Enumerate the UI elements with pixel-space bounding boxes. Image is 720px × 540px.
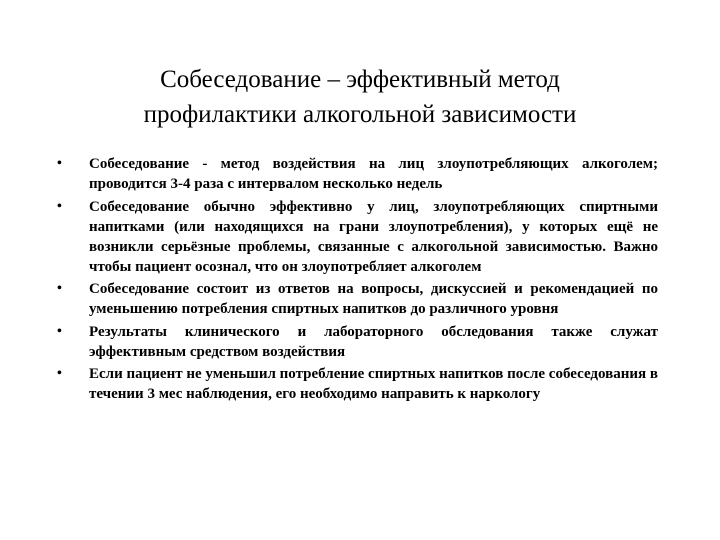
bullet-list — [54, 154, 658, 407]
bullet-marker: • — [57, 281, 62, 296]
slide-title-line-1: Собеседование – эффективный метод — [160, 66, 560, 93]
bullet-item — [54, 279, 658, 319]
bullet-text: Если пациент не уменьшил потребление спиртных напитков после собеседования в течении 3 мес наблюдения, его необходимо направить к наркологу — [89, 366, 658, 402]
bullet-text: Собеседование состоит из ответов на вопросы, дискуссией и рекомендацией по уменьшению потребления спиртных напитков до различного уровня — [89, 281, 658, 317]
bullet-marker: • — [57, 156, 62, 171]
bullet-text: Собеседование обычно эффективно у лиц, злоупотребляющих спиртными напитками (или находящихся на грани злоупотребления), у которых ещё не возникли серьёзные проблемы, связанные с алкогольной зависимостью. Важно чтобы пациент осознал, что он злоупотребляет алкоголем — [89, 198, 658, 275]
bullet-marker: • — [57, 198, 62, 214]
bullet-marker: • — [57, 366, 62, 381]
bullet-item — [54, 364, 658, 404]
slide-title — [60, 62, 660, 132]
bullet-text: Собеседование - метод воздействия на лиц злоупотребляющих алкоголем; проводится 3-4 раза с интервалом несколько недель — [89, 156, 658, 192]
bullet-text: Результаты клинического и лабораторного обследования также служат эффективным средством воздействия — [89, 323, 658, 360]
bullet-marker: • — [57, 323, 62, 339]
slide-title-line-2: профилактики алкогольной зависимости — [143, 101, 577, 128]
bullet-item — [54, 197, 658, 277]
bullet-item — [54, 322, 658, 362]
bullet-item — [54, 154, 658, 194]
